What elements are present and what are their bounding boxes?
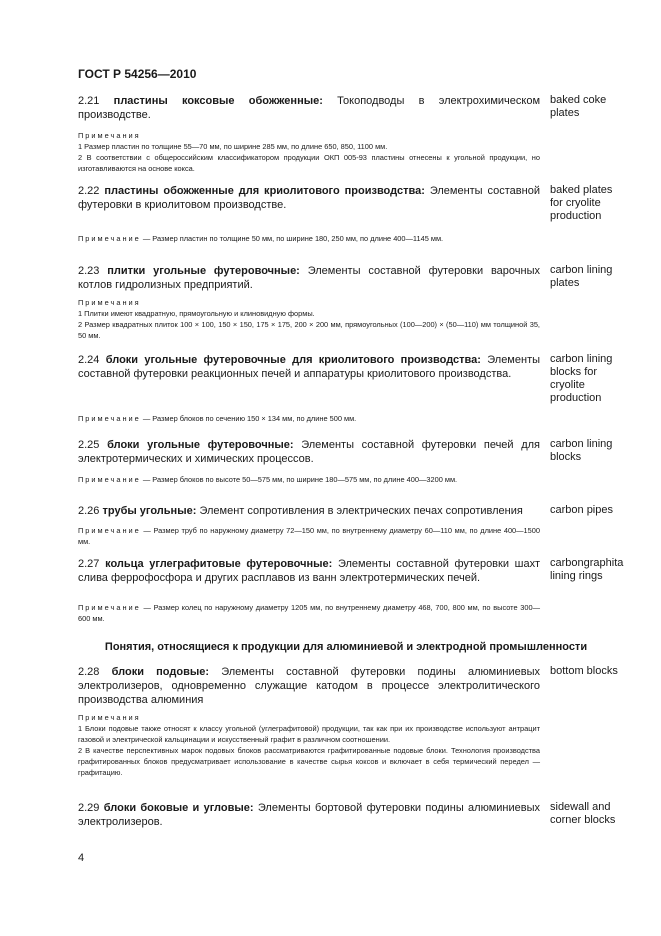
note-item: 2 В качестве перспективных марок подовых блоков рассматриваются графитированные подовые блоки. Технология производства графитированных блоков предусматривает использование в качестве сырья коксов и включает в себя термический передел — графитацию.	[78, 746, 540, 777]
term-english: baked plates for cryolite production	[550, 184, 613, 222]
term-title: пластины коксовые обожженные:	[113, 95, 323, 107]
term-number: 2.23	[78, 265, 100, 277]
note-item: 1 Плитки имеют квадратную, прямоугольную и клиновидную формы.	[78, 309, 315, 318]
page-number: 4	[78, 852, 85, 864]
term-definition: Элементы составной футеровки реакционных печей и аппаратуры криолитового производства.	[78, 354, 541, 380]
term-number: 2.26	[78, 505, 100, 517]
note-text: — Размер блоков по сечению 150 × 134 мм, по длине 500 мм.	[142, 414, 357, 423]
term-english: carbon pipes	[550, 504, 613, 516]
term-english: carbon lining blocks	[550, 438, 613, 463]
term-title: блоки подовые:	[111, 666, 209, 678]
note-label: Примечание	[78, 475, 141, 484]
term-entry-2-21	[78, 94, 540, 122]
term-definition: Элементы составной футеровки в криолитовом производстве.	[78, 185, 540, 211]
term-definition: Элементы составной футеровки подины алюминиевых электролизеров, одновременно служащие катодом в процессе электролитического производства алюминия	[78, 666, 540, 706]
note-2-27	[78, 602, 540, 624]
term-definition: Элементы составной футеровки шахт слива феррофосфора и других расплавов из ванн электротермических печей.	[78, 558, 540, 584]
note-label: Примечание	[78, 526, 141, 535]
note-heading: Примечания	[78, 298, 141, 307]
term-entry-2-29	[78, 801, 540, 829]
note-2-21	[78, 130, 540, 174]
term-title: кольца углеграфитовые футеровочные:	[105, 558, 333, 570]
term-entry-2-22	[78, 184, 540, 212]
term-number: 2.28	[78, 666, 100, 678]
note-label: Примечание	[78, 234, 141, 243]
note-item: 2 Размер квадратных плиток 100 × 100, 150 × 150, 175 × 175, 200 × 200 мм, прямоугольных (100—200) × (50—110) мм толщиной 35, 50 мм.	[78, 320, 540, 340]
note-2-26	[78, 525, 540, 547]
note-text: — Размер пластин по толщине 50 мм, по ширине 180, 250 мм, по длине 400—1145 мм.	[142, 234, 444, 243]
note-heading: Примечания	[78, 713, 141, 722]
term-title: блоки угольные футеровочные:	[107, 439, 294, 451]
term-definition: Элементы составной футеровки варочных котлов гидролизных предприятий.	[78, 265, 540, 291]
term-entry-2-24	[78, 353, 540, 381]
note-text: — Размер колец по наружному диаметру 1205 мм, по внутреннему диаметру 468, 700, 800 мм, по высоте 300—600 мм.	[78, 603, 540, 623]
term-title: пластины обожженные для криолитового производства:	[104, 185, 425, 197]
term-definition: Токоподводы в электрохимическом производстве.	[78, 95, 541, 121]
term-english: baked coke plates	[550, 94, 607, 119]
term-number: 2.24	[78, 354, 100, 366]
term-number: 2.25	[78, 439, 100, 451]
term-number: 2.22	[78, 185, 100, 197]
note-item: 2 В соответствии с общероссийским классификатором продукции ОКП 005-93 пластины отнесены к угольной продукции, но изготавливаются на основе кокса.	[78, 153, 540, 173]
term-number: 2.29	[78, 802, 100, 814]
term-number: 2.21	[78, 95, 100, 107]
term-title: блоки боковые и угловые:	[103, 802, 254, 814]
term-title: плитки угольные футеровочные:	[107, 265, 300, 277]
note-2-25	[78, 474, 540, 485]
term-entry-2-28	[78, 665, 540, 707]
term-english: carbon lining plates	[550, 264, 613, 289]
term-entry-2-25	[78, 438, 540, 466]
note-2-24	[78, 413, 540, 424]
note-label: Примечание	[78, 603, 141, 612]
note-2-28	[78, 712, 540, 778]
note-text: — Размер блоков по высоте 50—575 мм, по ширине 180—575 мм, по длине 400—3200 мм.	[142, 475, 458, 484]
term-english: sidewall and corner blocks	[550, 801, 616, 826]
note-label: Примечание	[78, 414, 141, 423]
term-english: bottom blocks	[550, 665, 618, 677]
term-definition: Элементы бортовой футеровки подины алюминиевых электролизеров.	[78, 802, 541, 828]
term-definition: Элемент сопротивления в электрических печах сопротивления	[199, 505, 523, 517]
document-header: ГОСТ Р 54256—2010	[78, 67, 197, 81]
note-heading: Примечания	[78, 131, 141, 140]
term-english: carbon lining blocks for cryolite production	[550, 353, 613, 404]
note-2-23	[78, 297, 540, 341]
term-title: блоки угольные футеровочные для криолитового производства:	[105, 354, 481, 366]
section-heading: Понятия, относящиеся к продукции для алюминиевой и электродной промышленности	[104, 641, 588, 653]
note-item: 1 Блоки подовые также относят к классу угольной (углеграфитовой) продукции, так как при их производстве используют антрацит газовой и электрической кальцинации и искусственный графит в различном соотношении.	[78, 724, 540, 744]
term-definition: Элементы составной футеровки печей для электротермических и химических процессов.	[78, 439, 541, 465]
term-entry-2-26	[78, 504, 540, 518]
note-text: — Размер труб по наружному диаметру 72—150 мм, по внутреннему диаметру 60—110 мм, по длине 400—1500 мм.	[78, 526, 540, 546]
term-entry-2-27	[78, 557, 540, 585]
note-item: 1 Размер пластин по толщине 55—70 мм, по ширине 285 мм, по длине 650, 850, 1100 мм.	[78, 142, 388, 151]
term-english: carbongraphita lining rings	[550, 557, 624, 582]
note-2-22	[78, 233, 540, 244]
term-number: 2.27	[78, 558, 100, 570]
term-entry-2-23	[78, 264, 540, 292]
term-title: трубы угольные:	[102, 505, 197, 517]
